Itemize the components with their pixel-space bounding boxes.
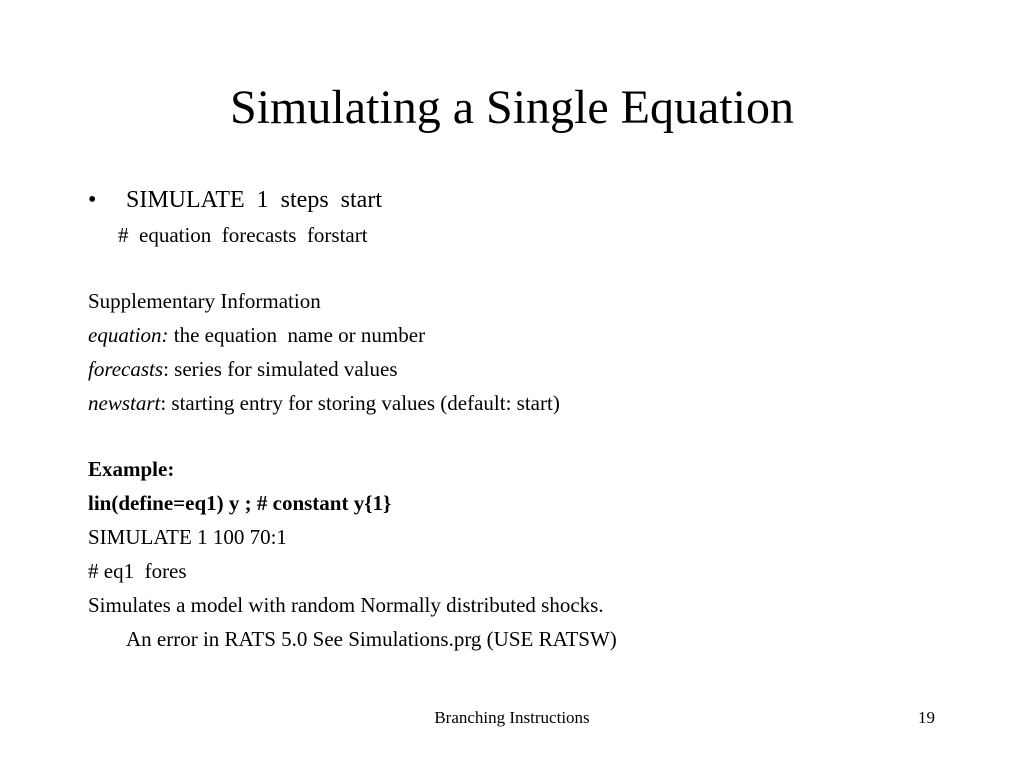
- example-line: Simulates a model with random Normally distributed shocks.: [88, 593, 604, 617]
- parameter-description: the equation name or number: [168, 323, 426, 347]
- spacer: [88, 420, 988, 452]
- supplementary-heading: Supplementary Information: [88, 289, 321, 313]
- parameter-description: : starting entry for storing values (default: start): [160, 391, 560, 415]
- footer-title: Branching Instructions: [434, 708, 590, 727]
- example-note: An error in RATS 5.0 See Simulations.prg (USE RATSW): [126, 627, 617, 651]
- supplementary-item: [88, 318, 988, 352]
- bullet-icon: •: [88, 187, 97, 213]
- example-code-line: lin(define=eq1) y ; # constant y{1}: [88, 491, 392, 515]
- simulate-syntax: SIMULATE 1 steps start: [126, 187, 382, 213]
- example-line: SIMULATE 1 100 70:1: [88, 525, 287, 549]
- parameter-term: newstart: [88, 391, 161, 415]
- slide-body: [88, 182, 988, 656]
- example-line: # eq1 fores: [88, 559, 187, 583]
- page-number: 19: [918, 708, 935, 727]
- spacer: [88, 252, 988, 284]
- bullet-item: [88, 182, 988, 218]
- example-heading: Example:: [88, 457, 175, 481]
- supplementary-item: [88, 352, 988, 386]
- parameter-term: equation:: [88, 323, 169, 347]
- slide-title: Simulating a Single Equation: [230, 81, 794, 134]
- parameter-term: forecasts: [88, 357, 164, 381]
- syntax-continuation: # equation forecasts forstart: [118, 223, 368, 247]
- parameter-description: : series for simulated values: [163, 357, 398, 381]
- supplementary-item: [88, 386, 988, 420]
